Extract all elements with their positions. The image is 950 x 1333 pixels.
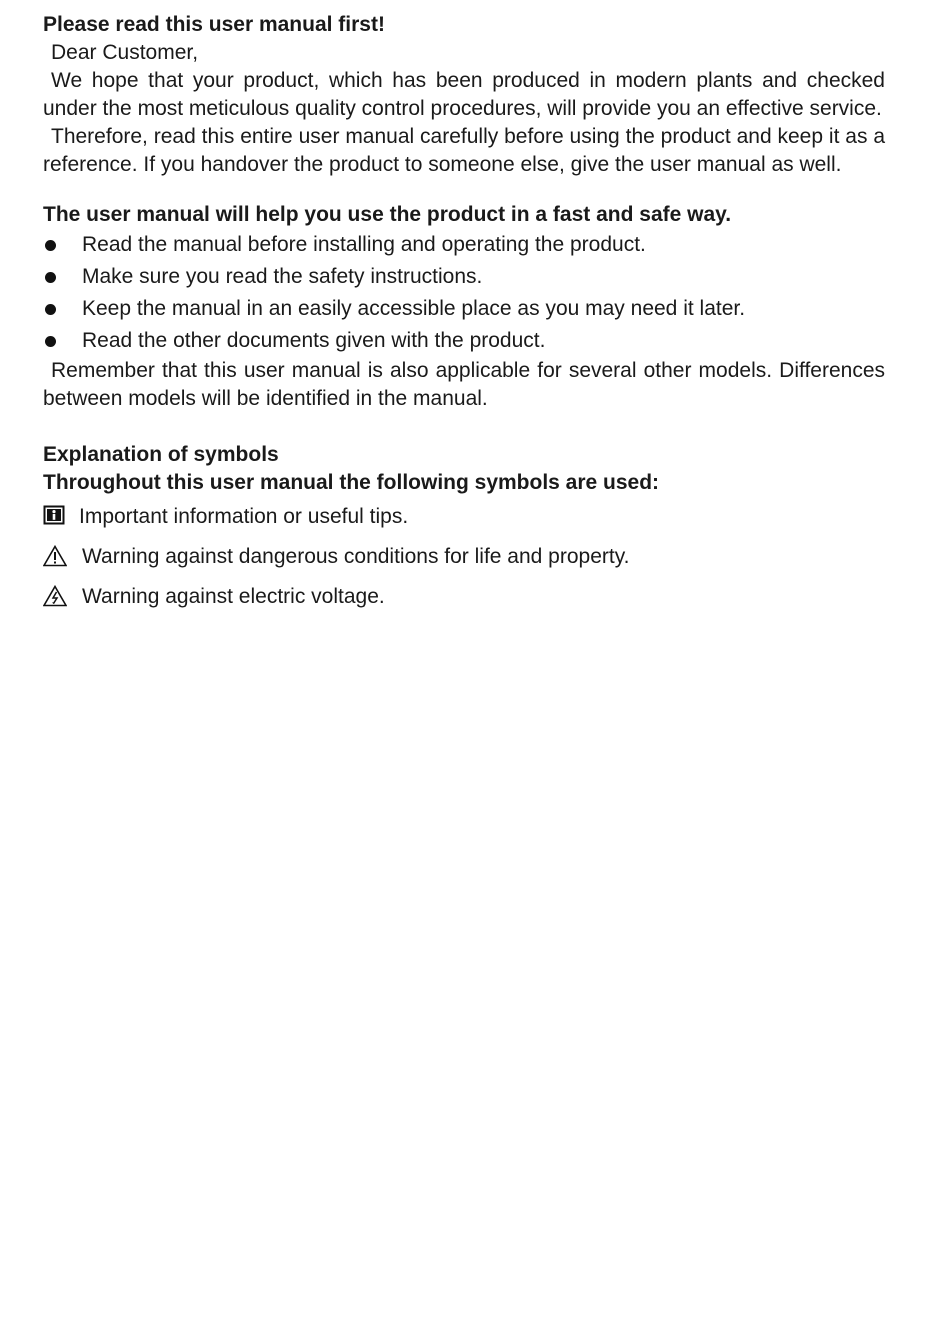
list-item — [43, 229, 885, 261]
info-icon — [43, 505, 67, 527]
usage-bullet-list — [43, 229, 885, 357]
bullet-icon — [45, 240, 56, 251]
intro-title: Please read this user manual first! — [43, 13, 385, 36]
list-item — [43, 261, 885, 293]
symbols-subheading: Throughout this user manual the following symbols are used: — [43, 471, 660, 494]
bullet-icon — [45, 272, 56, 283]
greeting: Dear Customer, — [51, 41, 199, 64]
bullet-text: Read the manual before installing and operating the product. — [82, 233, 646, 256]
spacer — [43, 179, 885, 201]
symbol-row-electric — [43, 581, 885, 621]
models-note: Remember that this user manual is also applicable for several other models. Differences between models will be identified in the manual. — [43, 359, 885, 410]
bullet-icon — [45, 304, 56, 315]
symbol-row-warning — [43, 541, 885, 581]
list-item — [43, 293, 885, 325]
bullet-text: Keep the manual in an easily accessible place as you may need it later. — [82, 297, 746, 320]
symbol-row-info — [43, 501, 885, 541]
symbol-text: Warning against electric voltage. — [82, 585, 385, 608]
spacer — [43, 413, 885, 441]
symbols-heading: Explanation of symbols — [43, 443, 279, 466]
symbol-text: Important information or useful tips. — [79, 505, 409, 528]
manual-page — [43, 11, 885, 621]
intro-paragraph-2: Therefore, read this entire user manual carefully before using the product and keep it as a reference. If you handover the product to someone else, give the user manual as well. — [43, 125, 885, 176]
bullet-text: Make sure you read the safety instructions. — [82, 265, 483, 288]
intro-paragraph-1: We hope that your product, which has been produced in modern plants and checked under the most meticulous quality control procedures, will provide you an effective service. — [43, 69, 885, 120]
usage-heading: The user manual will help you use the product in a fast and safe way. — [43, 203, 732, 226]
bullet-text: Read the other documents given with the product. — [82, 329, 546, 352]
bullet-icon — [45, 336, 56, 347]
electric-warning-icon — [43, 585, 67, 607]
symbol-text: Warning against dangerous conditions for life and property. — [82, 545, 630, 568]
warning-triangle-icon — [43, 545, 67, 567]
list-item — [43, 325, 885, 357]
